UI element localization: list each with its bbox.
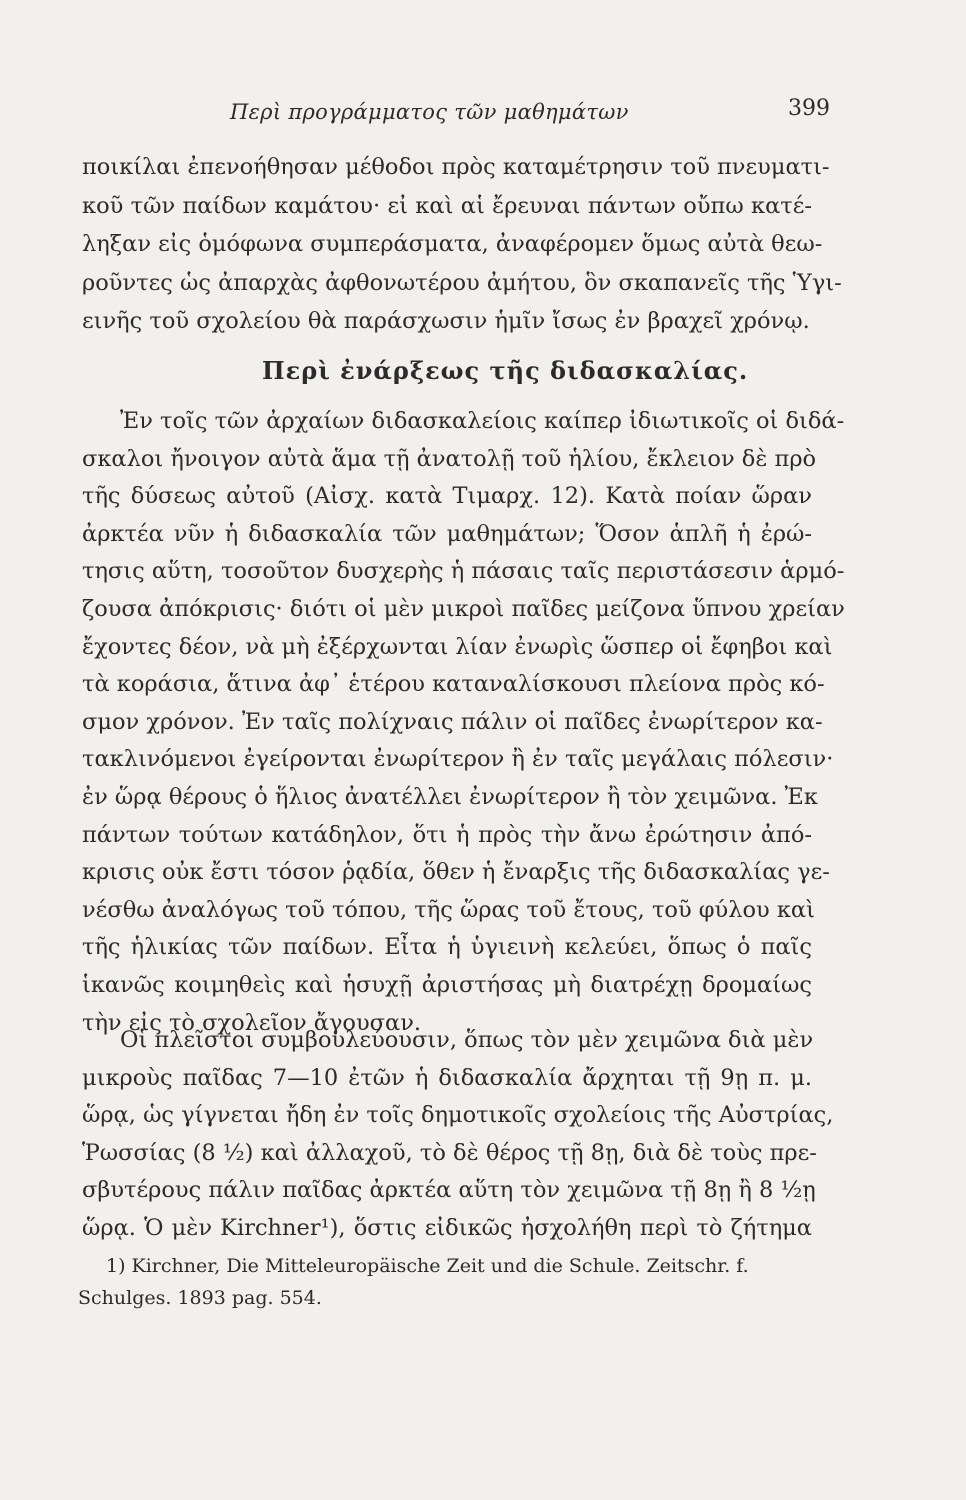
text-line: τησις αὕτη, τοσοῦτον δυσχερὴς ἡ πάσαις ταῖς περιστάσεσιν ἁρμό- bbox=[82, 558, 845, 585]
section-paragraph-2 bbox=[82, 1022, 834, 1248]
text-line: ποικίλαι ἐπενοήθησαν μέθοδοι πρὸς καταμέτρησιν τοῦ πνευματι- bbox=[82, 154, 830, 180]
section-paragraph-1 bbox=[82, 403, 845, 1042]
text-line: ἱκανῶς κοιμηθεὶς καὶ ἡσυχῇ ἀριστήσας μὴ διατρέχῃ δρομαίως bbox=[82, 971, 812, 998]
text-line: εινῆς τοῦ σχολείου θὰ παράσχωσιν ἡμῖν ἴσως ἐν βραχεῖ χρόνῳ. bbox=[82, 308, 810, 335]
intro-paragraph bbox=[82, 148, 842, 341]
text-line: ζουσα ἀπόκρισις· διότι οἱ μὲν μικροὶ παῖδες μείζονα ὕπνου χρείαν bbox=[82, 595, 845, 622]
text-line: Ἐν τοῖς τῶν ἀρχαίων διδασκαλείοις καίπερ ἰδιωτικοῖς οἱ διδά- bbox=[120, 408, 845, 434]
text-line: σκαλοι ἤνοιγον αὐτὰ ἅμα τῇ ἀνατολῇ τοῦ ἡλίου, ἔκλειον δὲ πρὸ bbox=[82, 445, 817, 472]
text-line: ροῦντες ὡς ἀπαρχὰς ἀφθονωτέρου ἀμήτου, ὃν σκαπανεῖς τῆς Ὑγι- bbox=[82, 269, 842, 296]
footnotes bbox=[78, 1250, 818, 1314]
text-line: τὴν εἰς τὸ σχολεῖον ἄγουσαν. bbox=[82, 1009, 422, 1036]
text-line: μικροὺς παῖδας 7—10 ἐτῶν ἡ διδασκαλία ἄρχηται τῇ 9ῃ π. μ. bbox=[82, 1064, 812, 1091]
text-line: τὰ κοράσια, ἅτινα ἀφ᾽ ἑτέρου καταναλίσκουσι πλείονα πρὸς κό- bbox=[82, 671, 825, 698]
footnote-line: Schulges. 1893 pag. 554. bbox=[78, 1287, 322, 1309]
text-line: τῆς δύσεως αὐτοῦ (Αἰσχ. κατὰ Τιμαρχ. 12). Κατὰ ποίαν ὥραν bbox=[82, 483, 812, 510]
footnote-line: 1) Kirchner, Die Mitteleuropäische Zeit und die Schule. Zeitschr. f. bbox=[106, 1255, 749, 1277]
text-line: νέσθω ἀναλόγως τοῦ τόπου, τῆς ὥρας τοῦ ἔτους, τοῦ φύλου καὶ bbox=[82, 896, 815, 923]
text-line: ληξαν εἰς ὁμόφωνα συμπεράσματα, ἀναφέρομεν ὅμως αὐτὰ θεω- bbox=[82, 231, 823, 258]
text-line: Οἱ πλεῖστοι συμβουλεύουσιν, ὅπως τὸν μὲν χειμῶνα διὰ μὲν bbox=[120, 1027, 814, 1053]
text-line: σμον χρόνον. Ἐν ταῖς πολίχναις πάλιν οἱ παῖδες ἐνωρίτερον κα- bbox=[82, 708, 823, 735]
text-line: κρισις οὐκ ἔστι τόσον ῥᾳδία, ὅθεν ἡ ἔναρξις τῆς διδασκαλίας γε- bbox=[82, 859, 830, 886]
text-line: ὥρᾳ. Ὁ μὲν Kirchner¹), ὅστις εἰδικῶς ἠσχολήθη περὶ τὸ ζήτημα bbox=[82, 1214, 812, 1241]
text-line: κοῦ τῶν παίδων καμάτου· εἰ καὶ αἱ ἔρευναι πάντων οὔπω κατέ- bbox=[82, 192, 812, 219]
text-line: ὥρᾳ, ὡς γίγνεται ἤδη ἐν τοῖς δημοτικοῖς σχολείοις τῆς Αὐστρίας, bbox=[82, 1102, 834, 1129]
text-line: ἀρκτέα νῦν ἡ διδασκαλία τῶν μαθημάτων; Ὅσον ἁπλῆ ἡ ἐρώ- bbox=[82, 520, 812, 547]
text-line: τῆς ἡλικίας τῶν παίδων. Εἶτα ἡ ὑγιεινὴ κελεύει, ὅπως ὁ παῖς bbox=[82, 934, 812, 961]
text-line: ἔχοντες δέον, νὰ μὴ ἐξέρχωνται λίαν ἐνωρὶς ὥσπερ οἱ ἔφηβοι καὶ bbox=[82, 633, 833, 660]
text-line: ἐν ὥρᾳ θέρους ὁ ἥλιος ἀνατέλλει ἐνωρίτερον ἢ τὸν χειμῶνα. Ἐκ bbox=[82, 783, 818, 810]
text-line: Ῥωσσίας (8 ½) καὶ ἀλλαχοῦ, τὸ δὲ θέρος τῇ 8ῃ, διὰ δὲ τοὺς πρε- bbox=[82, 1139, 817, 1166]
page-number: 399 bbox=[788, 96, 830, 121]
text-line: τακλινόμενοι ἐγείρονται ἐνωρίτερον ἢ ἐν ταῖς μεγάλαις πόλεσιν· bbox=[82, 746, 834, 773]
text-line: πάντων τούτων κατάδηλον, ὅτι ἡ πρὸς τὴν ἄνω ἐρώτησιν ἀπό- bbox=[82, 821, 812, 848]
text-line: σβυτέρους πάλιν παῖδας ἀρκτέα αὕτη τὸν χειμῶνα τῇ 8ῃ ἢ 8 ½ῃ bbox=[82, 1177, 816, 1204]
section-heading: Περὶ ἐνάρξεως τῆς διδασκαλίας. bbox=[262, 356, 749, 385]
running-head: Περὶ προγράμματος τῶν μαθημάτων bbox=[230, 100, 629, 124]
